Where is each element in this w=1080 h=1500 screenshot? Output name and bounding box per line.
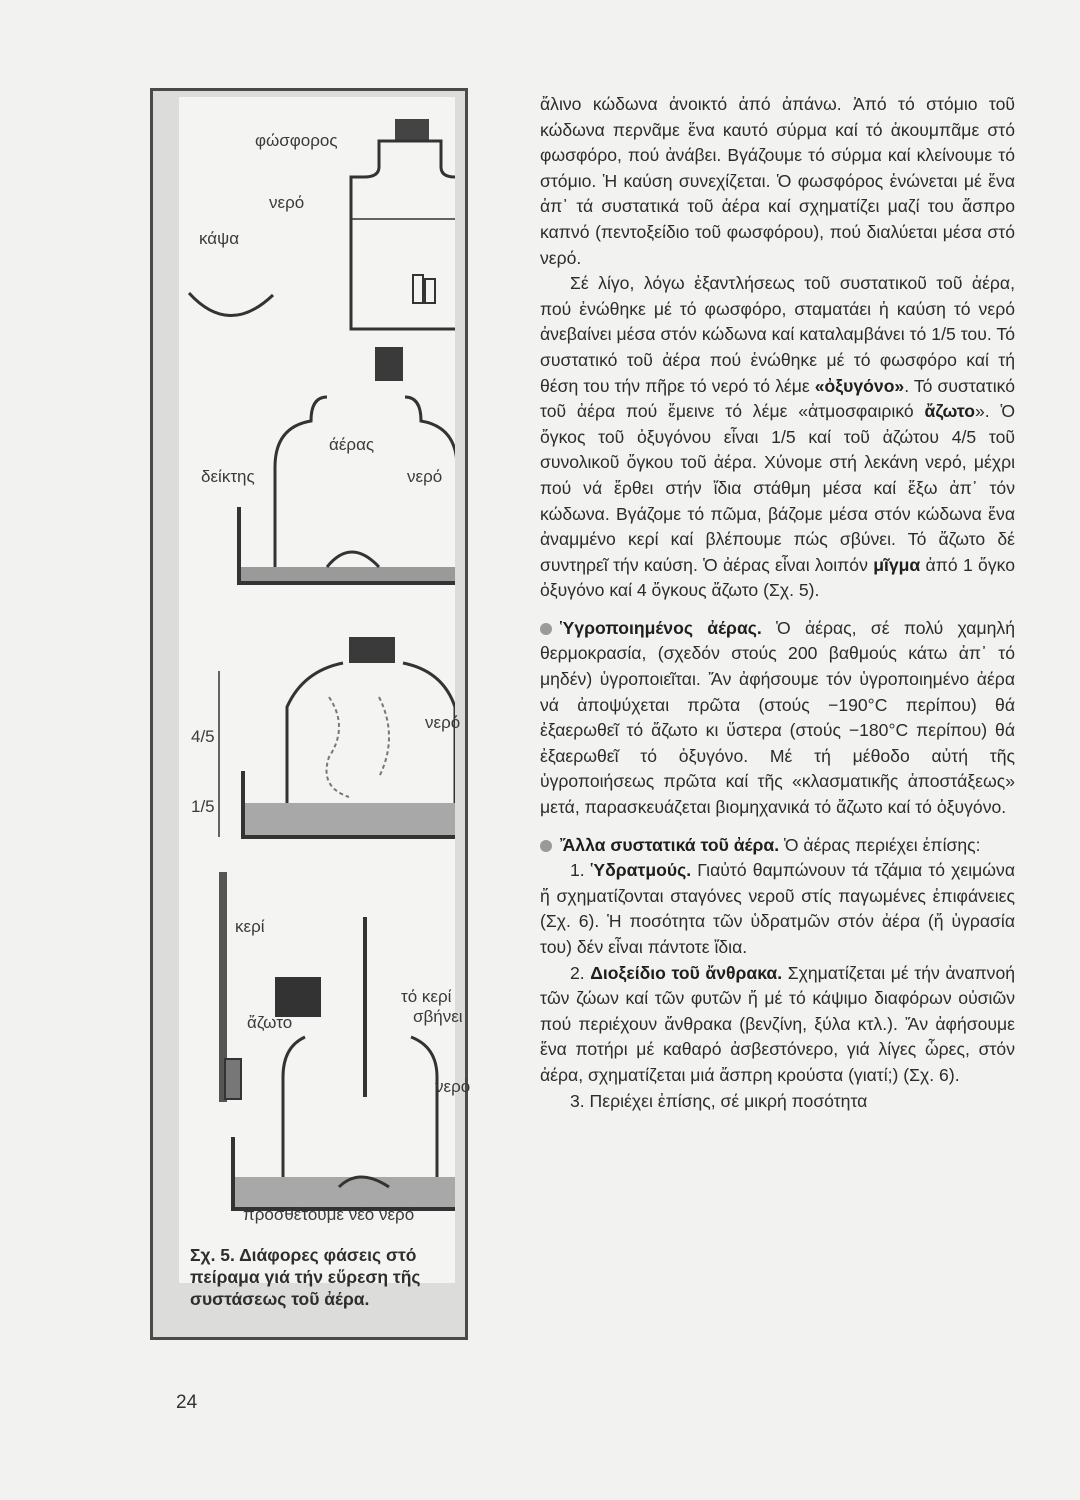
figure-caption: Σχ. 5. Διάφορες φάσεις στό πείραμα γιά τήν εὕρεση τῆς συστάσεως τοῦ ἀέρα. xyxy=(190,1245,421,1309)
body-text xyxy=(540,92,1015,1114)
heading-other-components: Ἄλλα συστατικά τοῦ ἀέρα. xyxy=(560,834,780,855)
figure-panel xyxy=(150,88,471,1340)
label-candle-out-2: σβήνει xyxy=(413,1007,463,1026)
stopper-2 xyxy=(375,347,403,381)
label-frac-45: 4/5 xyxy=(191,727,215,746)
figure-inner xyxy=(179,97,471,1283)
list-item-3: 3. Περιέχει ἐπίσης, σέ μικρή ποσότητα xyxy=(570,1090,868,1111)
p2-part-d: ». Ὁ ὄγκος τοῦ ὀξυγόνου εἶναι 1/5 καί τοῦ ἀζώτου 4/5 τοῦ συνολικοῦ ὄγκου τοῦ ἀέρα. Χύνομε στή λεκάνη νερό, μέχρι πού νά ἔρθει στήν ἴδια στάθμη μέσα καί ἔξω ἀπ᾽ τόν κώδωνα. Βγάζομε τό πῶμα, βάζομε μέσα στόν κώδωνα ἕνα ἀναμμένο κερί καί βλέπουμε πώς σβύνει. Τό ἄζωτο δέ συντηρεῖ τήν καύση. Ὁ ἀέρας εἶναι λοιπόν xyxy=(540,401,1015,575)
section-liquid-air xyxy=(540,616,1015,821)
label-water-top: νερό xyxy=(269,193,305,212)
stopper-3 xyxy=(349,637,395,663)
capsule-dish xyxy=(189,293,273,316)
label-candle: κερί xyxy=(235,917,265,936)
item-2-number: 2. xyxy=(570,962,591,983)
list-item-1 xyxy=(540,858,1015,960)
term-nitrogen: ἄζωτο xyxy=(924,401,975,422)
label-indicator: δείκτης xyxy=(201,467,255,486)
list-item-2 xyxy=(540,961,1015,1089)
label-capsule: κάψα xyxy=(199,229,240,248)
bullet-icon xyxy=(540,840,552,852)
p2-part-e: ἀπό 1 ὄγκο ὀξυγόνο καί 4 ὄγκους ἄζωτο (Σχ. 5). xyxy=(540,554,1016,601)
label-air: άέρας xyxy=(329,435,375,454)
item-2-heading: Διοξείδιο τοῦ ἄνθρακα. xyxy=(590,962,783,983)
p2-part-c: . Τό συστατικό τοῦ ἀέρα πού ἔμεινε τό λέμε «ἀτμοσφαιρικό xyxy=(540,375,1015,422)
paragraph-3: Ὁ ἀέρας, σέ πολύ χαμηλή θερμοκρασία, (σχεδόν στούς 200 βαθμούς κάτω ἀπ᾽ τό μηδέν) ὑγροποιεῖται. Ἄν ἀφήσουμε τόν ὑγροποιημένο ἀέρα νά ἀποψύχεται πρῶτα (στούς −190°C περίπου) θά ἐξαερωθεῖ τό ἄζωτο κι ὕστερα (στούς −180°C περίπου) θά ἐξαερωθεῖ τό ὀξυγόνο. Μέ τή μέθοδο αὐτή τῆς ὑγροποιήσεως πρῶτα καί τῆς «κλασματικῆς ἀποστάξεως» μετά, παρασκευάζεται βιομηχανικά τό ἄζωτο καί τό ὀξυγόνο. xyxy=(540,617,1015,818)
item-1-text: Γιαὐτό θαμπώνουν τά τζάμια τό χειμώνα ἤ σχηματίζονται σταγόνες νεροῦ στίς παγωμένες ἐπιφάνειες (Σχ. 6). Ἡ ποσότητα τῶν ὑδρατμῶν στόν ἀέρα (ἤ ὑγρασία του) δέν εἶναι πάντοτε ἴδια. xyxy=(540,860,1016,957)
label-water3: νερό xyxy=(425,713,461,732)
item-1-heading: Ὑδρατμούς. xyxy=(590,860,692,881)
term-oxygen: «ὀξυγόνο» xyxy=(814,375,905,396)
page-number: 24 xyxy=(176,1392,198,1413)
bell-jar-4 xyxy=(283,1037,437,1177)
term-mixture: μῖγμα xyxy=(873,554,921,575)
p2-part-a: Σέ λίγο, λόγω ἐξαντλήσεως τοῦ συστατικοῦ τοῦ ἀέρα, πού ἑνώθηκε μέ τό φωσφόρο, σταματάει ἡ καύση τό νερό ἀνεβαίνει μέσα στόν κώδωνα καί καταλαμβάνει τό 1/5 του. Τό συστατικό τοῦ ἀέρα πού ἑνώθηκε μέ τό φωσφόρο καί τή θέση του τήν πῆρε τό νερό τό λέμε xyxy=(540,273,1015,396)
bottle-1 xyxy=(351,141,455,329)
paragraph-4: Ὁ ἀέρας περιέχει ἐπίσης: xyxy=(779,834,981,855)
paragraph-2 xyxy=(540,271,1015,604)
label-add-water: προσθέτουμε νέο νερό xyxy=(243,1205,415,1224)
label-phosphorus: φώσφορος xyxy=(255,131,338,150)
item-1-number: 1. xyxy=(570,860,591,881)
section-other-components xyxy=(540,833,1015,859)
heading-liquid-air: Ὑγροποιημένος ἀέρας. xyxy=(560,617,762,638)
bell-jar-3 xyxy=(287,663,455,817)
paragraph-1: ἄλινο κώδωνα ἀνοικτό ἀπό ἀπάνω. Ἀπό τό στόμιο τοῦ κώδωνα περνᾶμε ἕνα καυτό σύρμα καί τό ἀκουμπᾶμε στό φωσφόρο, πού ἀνάβει. Βγάζουμε τό σύρμα καί κλείνουμε τό στόμιο. Ἡ καύση συνεχίζεται. Ὁ φωσφόρος ἑνώνεται μέ ἕνα ἀπ᾽ τά συστατικά τοῦ ἀέρα καί σχηματίζει μαζί του ἄσπρο καπνό (πεντοξείδιο τοῦ φωσφόρου), πού διαλύεται μέσα στό νερό. xyxy=(540,94,1015,268)
experiment-illustration xyxy=(179,97,455,1283)
item-2-text: Σχηματίζεται μέ τήν ἀναπνοή τῶν ζώων καί τῶν φυτῶν ἤ μέ τό κάψιμο διαφόρων οὐσιῶν πού περιέχουν ἄνθρακα (βενζίνη, ξύλα κτλ.). Ἄν ἀφήσουμε ἕνα ποτήρι μέ καθαρό ἀσβεστόνερο, γιά λίγες ὧρες, στόν ἀέρα, σχηματίζεται μιά ἄσπρη κρούστα (γιατί;) (Σχ. 6). xyxy=(540,962,1016,1085)
label-water4: νερό xyxy=(435,1077,471,1096)
label-nitrogen: ἄζωτο xyxy=(247,1013,293,1032)
label-water2: νερό xyxy=(407,467,443,486)
label-candle-out-1: τό κερί xyxy=(401,987,452,1006)
bullet-icon xyxy=(540,623,552,635)
label-frac-15: 1/5 xyxy=(191,797,215,816)
stopper-1 xyxy=(395,119,429,141)
stopper-4 xyxy=(275,977,321,1017)
